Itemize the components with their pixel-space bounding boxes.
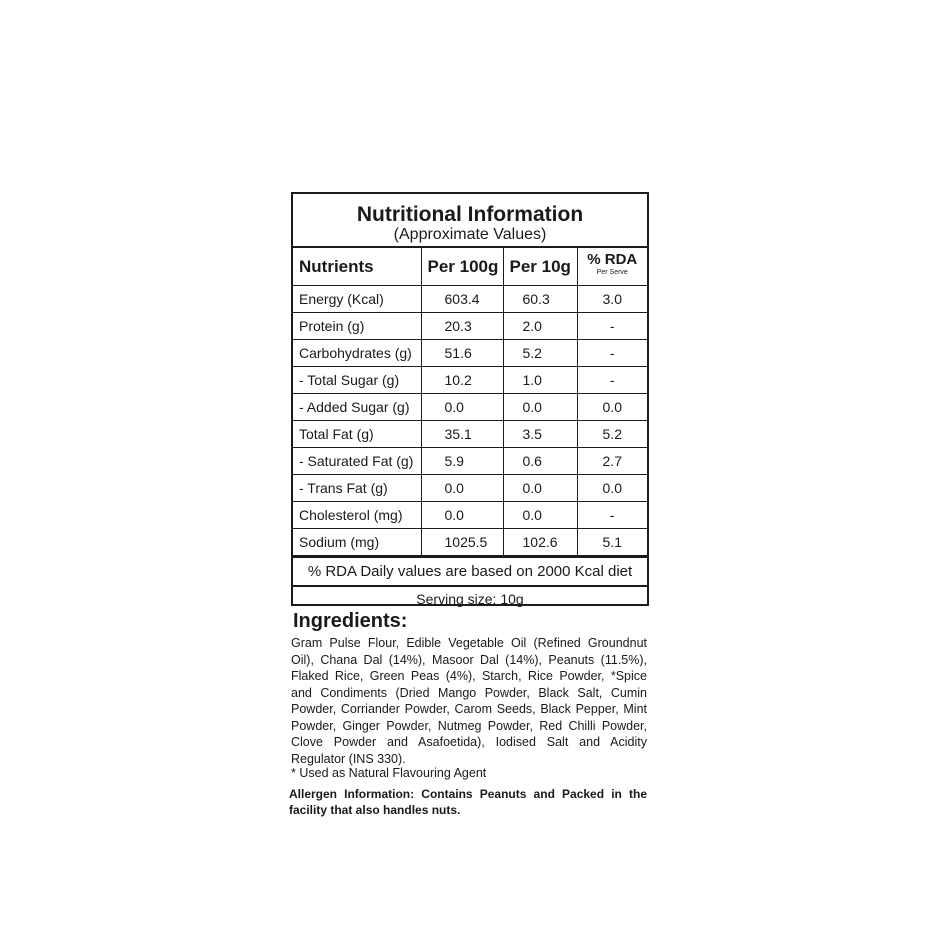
header-rda xyxy=(577,248,647,286)
value-per-10g: 0.0 xyxy=(503,475,577,502)
table-row xyxy=(293,502,647,529)
value-per-10g: 102.6 xyxy=(503,529,577,556)
value-rda: - xyxy=(577,340,647,367)
nutrient-name: Energy (Kcal) xyxy=(293,286,421,313)
value-rda: - xyxy=(577,502,647,529)
value-per-10g: 3.5 xyxy=(503,421,577,448)
ingredients-footnote: * Used as Natural Flavouring Agent xyxy=(291,766,487,780)
value-per-100g: 0.0 xyxy=(421,394,503,421)
value-per-10g: 60.3 xyxy=(503,286,577,313)
value-per-100g: 20.3 xyxy=(421,313,503,340)
header-nutrients: Nutrients xyxy=(293,248,421,286)
value-per-10g: 0.0 xyxy=(503,394,577,421)
table-row xyxy=(293,394,647,421)
ingredients-text: Gram Pulse Flour, Edible Vegetable Oil (Refined Groundnut Oil), Chana Dal (14%), Masoor Dal (14%), Peanuts (11.5%), Flaked Rice, Green Peas (4%), Starch, Rice Powder, *Spice and Condiments (Dried Mango Powder, Black Salt, Cumin Powder, Corriander Powder, Carom Seeds, Black Pepper, Mint Powder, Ginger Powder, Nutmeg Powder, Red Chilli Powder, Clove Powder and Asafoetida), Iodised Salt and Acidity Regulator (INS 330). xyxy=(291,636,647,766)
value-per-10g: 5.2 xyxy=(503,340,577,367)
nutrient-name: Sodium (mg) xyxy=(293,529,421,556)
nutrient-name: Carbohydrates (g) xyxy=(293,340,421,367)
value-per-10g: 0.0 xyxy=(503,502,577,529)
value-per-100g: 10.2 xyxy=(421,367,503,394)
value-rda: 0.0 xyxy=(577,475,647,502)
value-per-100g: 0.0 xyxy=(421,502,503,529)
nutrient-name: - Added Sugar (g) xyxy=(293,394,421,421)
table-row xyxy=(293,367,647,394)
value-per-100g: 5.9 xyxy=(421,448,503,475)
value-rda: 3.0 xyxy=(577,286,647,313)
nutrient-name: Protein (g) xyxy=(293,313,421,340)
value-rda: 0.0 xyxy=(577,394,647,421)
ingredients-heading: Ingredients: xyxy=(293,610,408,632)
panel-subtitle: (Approximate Values) xyxy=(393,226,547,243)
allergen-information: Allergen Information: Contains Peanuts and Packed in the facility that also handles nuts. xyxy=(289,787,647,817)
value-rda: 2.7 xyxy=(577,448,647,475)
nutrition-table xyxy=(293,248,647,556)
value-per-100g: 35.1 xyxy=(421,421,503,448)
table-row xyxy=(293,286,647,313)
nutrition-panel xyxy=(291,192,649,606)
table-header-row xyxy=(293,248,647,286)
rda-note: % RDA Daily values are based on 2000 Kcal diet xyxy=(293,556,647,587)
value-per-100g: 0.0 xyxy=(421,475,503,502)
nutrient-name: Cholesterol (mg) xyxy=(293,502,421,529)
table-row xyxy=(293,340,647,367)
value-per-10g: 0.6 xyxy=(503,448,577,475)
value-rda: - xyxy=(577,367,647,394)
nutrient-name: - Total Sugar (g) xyxy=(293,367,421,394)
table-row xyxy=(293,313,647,340)
value-per-100g: 51.6 xyxy=(421,340,503,367)
value-per-100g: 603.4 xyxy=(421,286,503,313)
table-row xyxy=(293,448,647,475)
value-per-10g: 2.0 xyxy=(503,313,577,340)
table-row xyxy=(293,475,647,502)
panel-title: Nutritional Information xyxy=(356,203,584,226)
value-rda: - xyxy=(577,313,647,340)
table-row xyxy=(293,421,647,448)
nutrient-name: - Trans Fat (g) xyxy=(293,475,421,502)
table-row xyxy=(293,529,647,556)
value-rda: 5.1 xyxy=(577,529,647,556)
serving-size: Serving size: 10g xyxy=(416,591,524,607)
nutrient-name: - Saturated Fat (g) xyxy=(293,448,421,475)
header-rda-label: % RDA xyxy=(587,251,638,268)
panel-title-block xyxy=(293,194,647,248)
value-per-10g: 1.0 xyxy=(503,367,577,394)
header-rda-sublabel: Per Serve xyxy=(596,269,628,276)
nutrient-name: Total Fat (g) xyxy=(293,421,421,448)
header-per-10g: Per 10g xyxy=(503,248,577,286)
value-per-100g: 1025.5 xyxy=(421,529,503,556)
header-per-100g: Per 100g xyxy=(421,248,503,286)
value-rda: 5.2 xyxy=(577,421,647,448)
